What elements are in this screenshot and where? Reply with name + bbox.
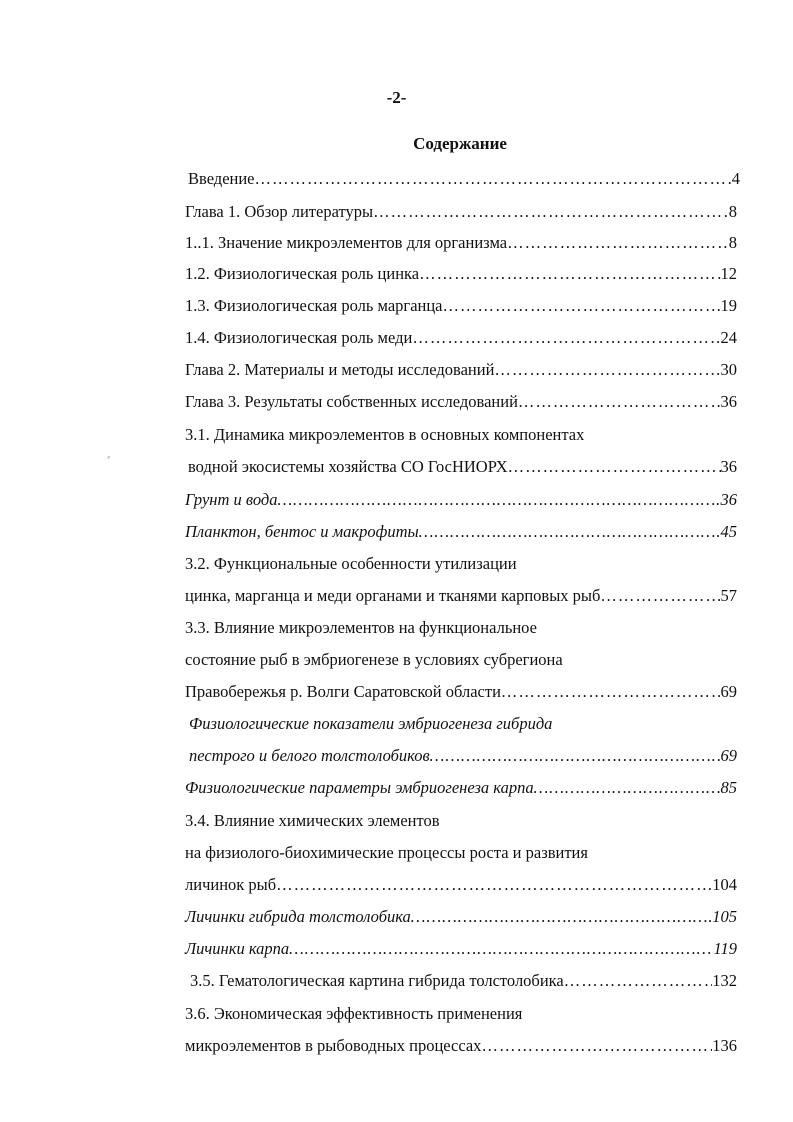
page-number: -2- <box>386 88 407 107</box>
toc-entry <box>188 456 737 478</box>
toc-entry-text: микроэлементов в рыбоводных процессах <box>185 1036 482 1055</box>
toc-entry-page: 19 <box>720 296 737 315</box>
toc-entry-page: 104 <box>712 875 737 894</box>
toc-entry-page: 30 <box>720 360 737 379</box>
toc-entry <box>185 201 737 223</box>
toc-entry-text: пестрого и белого толстолобиков <box>189 746 430 765</box>
toc-entry-page: 57 <box>720 586 737 605</box>
leader-dots <box>507 232 729 254</box>
leader-dots <box>430 745 721 767</box>
toc-entry-text: Грунт и вода <box>185 490 278 509</box>
toc-entry-page: 4 <box>731 169 740 188</box>
toc-entry-page: 105 <box>712 907 737 926</box>
toc-entry <box>188 168 740 190</box>
toc-entry-page: 12 <box>720 264 737 283</box>
toc-entry-text: Глава 1. Обзор литературы <box>185 202 374 221</box>
toc-entry-text: 3.1. Динамика микроэлементов в основных компонентах <box>185 425 585 444</box>
toc-entry-text: Личинки карпа <box>185 939 290 958</box>
leader-dots <box>443 295 721 317</box>
leader-dots <box>419 263 720 285</box>
toc-entry-text: 3.4. Влияние химических элементов <box>185 811 440 830</box>
toc-entry <box>189 745 737 767</box>
toc-entry <box>185 874 737 896</box>
toc-entry <box>185 391 737 413</box>
leader-dots <box>481 1035 712 1057</box>
toc-entry-text: Планктон, бентос и макрофиты <box>185 522 419 541</box>
toc-entry-text: Введение <box>188 169 255 188</box>
toc-entry-page: 36 <box>720 457 737 476</box>
toc-entry-text: водной экосистемы хозяйства СО ГосНИОРХ <box>188 457 508 476</box>
toc-entry <box>185 906 737 928</box>
toc-entry <box>185 842 737 864</box>
leader-dots <box>534 777 721 799</box>
toc-entry <box>185 263 737 285</box>
toc-entry <box>190 970 737 992</box>
leader-dots <box>518 391 721 413</box>
leader-dots <box>501 681 721 703</box>
toc-entry-text: Личинки гибрида толстолобика <box>185 907 411 926</box>
toc-entry-page: 24 <box>720 328 737 347</box>
toc-entry <box>185 617 737 639</box>
toc-entry <box>185 585 737 607</box>
toc-entry-page: 85 <box>720 778 737 797</box>
toc-entry <box>189 713 741 735</box>
toc-entry-text: 1.4. Физиологическая роль меди <box>185 328 413 347</box>
toc-entry-text: Физиологические показатели эмбриогенеза гибрида <box>189 714 553 733</box>
toc-entry-page: 36 <box>720 490 737 509</box>
toc-entry <box>185 295 737 317</box>
toc-entry <box>185 424 737 446</box>
toc-entry <box>185 359 737 381</box>
toc-entry <box>185 1035 737 1057</box>
toc-entry <box>185 1003 737 1025</box>
leader-dots <box>255 168 732 190</box>
leader-dots <box>373 201 729 223</box>
toc-entry-text: состояние рыб в эмбриогенезе в условиях субрегиона <box>185 650 563 669</box>
leader-dots <box>494 359 720 381</box>
toc-entry <box>185 938 737 960</box>
toc-entry-page: 132 <box>712 971 737 990</box>
toc-entry-text: 1..1. Значение микроэлементов для организма <box>185 233 508 252</box>
toc-entry-text: 3.2. Функциональные особенности утилизации <box>185 554 517 573</box>
toc-title: Содержание <box>413 134 507 153</box>
toc-entry-text: 3.6. Экономическая эффективность применения <box>185 1004 523 1023</box>
leader-dots <box>600 585 720 607</box>
leader-dots <box>508 456 721 478</box>
leader-dots <box>276 874 712 896</box>
toc-entry-text: Правобережья р. Волги Саратовской области <box>185 682 501 701</box>
toc-entry-text: на физиолого-биохимические процессы роста и развития <box>185 843 588 862</box>
toc-entry-page: 69 <box>720 682 737 701</box>
leader-dots <box>277 489 720 511</box>
toc-entry <box>185 232 737 254</box>
toc-entry <box>185 553 737 575</box>
toc-entry-text: 1.2. Физиологическая роль цинка <box>185 264 420 283</box>
leader-dots <box>419 521 721 543</box>
toc-entry-page: 69 <box>720 746 737 765</box>
leader-dots <box>289 938 713 960</box>
toc-entry <box>185 521 737 543</box>
toc-entry-page: 36 <box>720 392 737 411</box>
toc-entry <box>185 489 737 511</box>
toc-entry-text: цинка, марганца и меди органами и тканями карповых рыб <box>185 586 601 605</box>
leader-dots <box>564 970 713 992</box>
toc-entry-text: 3.5. Гематологическая картина гибрида толстолобика <box>190 971 564 990</box>
toc-entry-page: 8 <box>728 233 737 252</box>
toc-entry <box>185 777 737 799</box>
toc-entry <box>185 649 737 671</box>
toc-entry-text: Глава 2. Материалы и методы исследований <box>185 360 495 379</box>
toc-entry-page: 8 <box>728 202 737 221</box>
toc-entry-page: 136 <box>712 1036 737 1055</box>
toc-entry-text: Глава 3. Результаты собственных исследований <box>185 392 518 411</box>
toc-entry-page: 119 <box>713 939 737 958</box>
toc-entry-text: Физиологические параметры эмбриогенеза карпа <box>185 778 534 797</box>
toc-entry-text: 3.3. Влияние микроэлементов на функциональное <box>185 618 537 637</box>
toc-entry-text: личинок рыб <box>185 875 277 894</box>
toc-entry <box>185 327 737 349</box>
leader-dots <box>411 906 712 928</box>
toc-entry <box>185 810 737 832</box>
toc-entry <box>185 681 737 703</box>
scan-artifact: ⸗ <box>107 452 111 463</box>
toc-entry-text: 1.3. Физиологическая роль марганца <box>185 296 443 315</box>
leader-dots <box>412 327 720 349</box>
toc-entry-page: 45 <box>720 522 737 541</box>
